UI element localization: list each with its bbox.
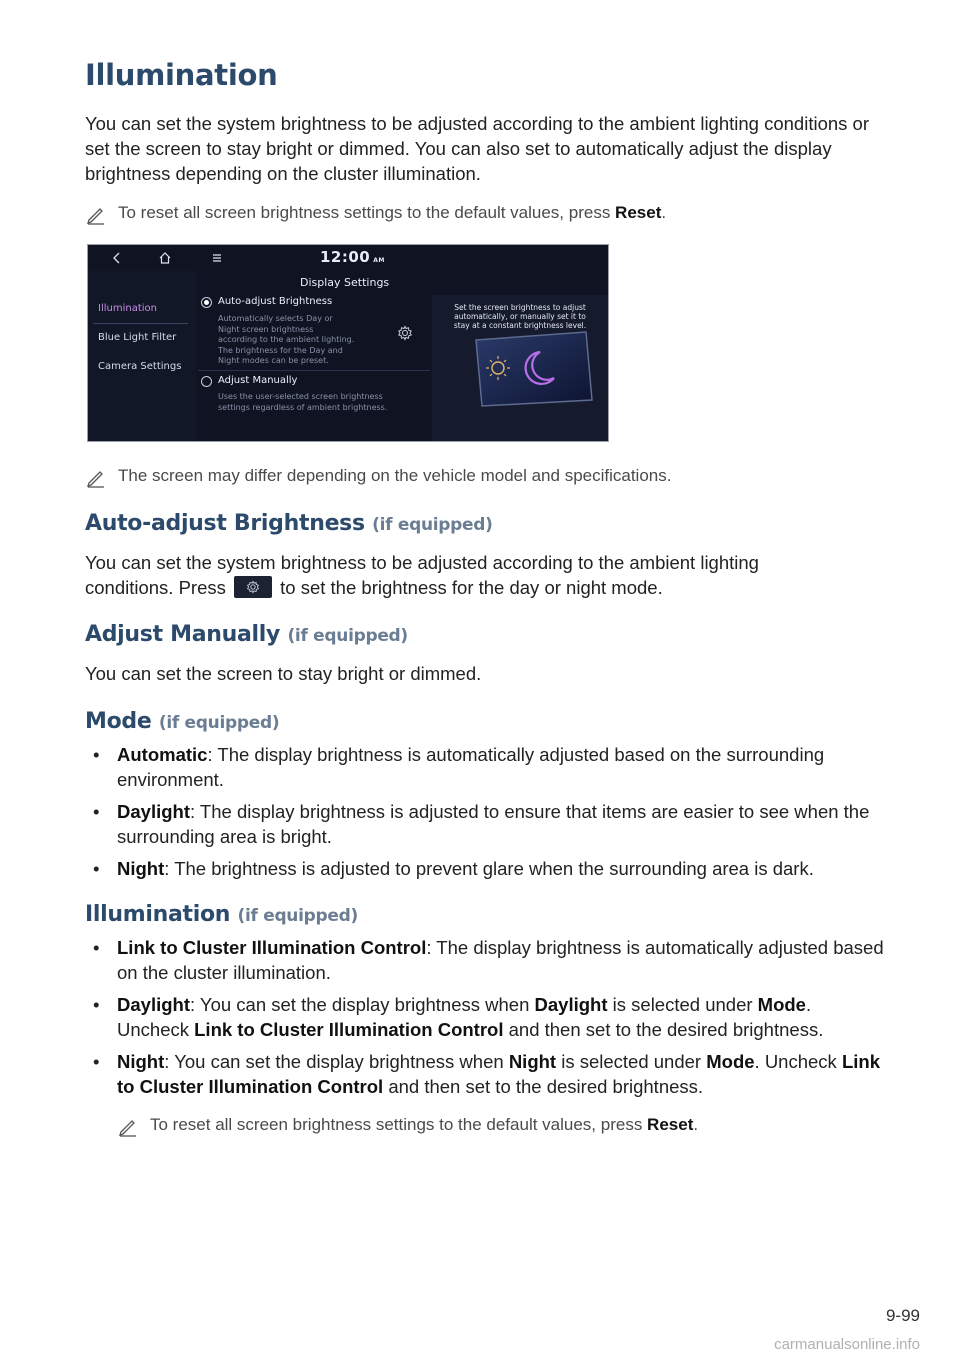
auto-adjust-heading: Auto-adjust Brightness (if equipped)	[85, 511, 493, 536]
display-settings-screenshot	[87, 244, 609, 442]
sidebar-item-camera-settings: Camera Settings	[98, 361, 182, 372]
display-settings-title: Display Settings	[300, 276, 390, 289]
note-end: .	[661, 203, 667, 222]
list-item: • Night: The brightness is adjusted to prevent glare when the surrounding area is dark.	[85, 856, 885, 881]
back-icon	[110, 251, 124, 265]
auto-adjust-radio	[201, 297, 212, 308]
intro-paragraph: You can set the system brightness to be adjusted according to the ambient lighting conditions or set the screen to stay bright or dimmed. You can also set to automatically adjust the display brightness depending on the cluster illumination.	[85, 113, 869, 184]
adjust-manually-paragraph: You can set the screen to stay bright or dimmed.	[85, 663, 482, 684]
note-text: To reset all screen brightness settings to the default values, press	[118, 203, 616, 222]
note-bold: Reset	[615, 203, 662, 222]
auto-adjust-desc: Automatically selects Day or Night screen brightness according to the ambient lighting. The brightness for the Day and Night modes can be preset.	[218, 314, 355, 365]
sidebar-item-illumination: Illumination	[98, 303, 157, 314]
adjust-manually-heading: Adjust Manually (if equipped)	[85, 622, 408, 647]
page-number: 9-99	[885, 1306, 920, 1325]
menu-icon	[210, 251, 224, 265]
mode-heading: Mode (if equipped)	[85, 709, 280, 734]
list-item: • Daylight: The display brightness is adjusted to ensure that items are easier to see when the surrounding area is bright.	[85, 799, 885, 849]
home-icon	[158, 251, 172, 265]
adjust-manually-desc: Uses the user-selected screen brightness settings regardless of ambient brightness.	[218, 392, 388, 412]
if-equipped-label: (if equipped)	[287, 626, 408, 646]
pencil-note-icon	[85, 466, 107, 488]
day-night-monitor-illustration	[468, 330, 598, 408]
mode-list	[85, 742, 885, 888]
list-item: • Automatic: The display brightness is automatically adjusted based on the surrounding environment.	[85, 742, 885, 792]
auto-adjust-paragraph: You can set the system brightness to be adjusted according to the ambient lighting conditions. Press to set the brightness for the day or night mode.	[85, 552, 759, 598]
pencil-note-icon	[117, 1115, 139, 1137]
watermark: carmanualsonline.info	[774, 1336, 920, 1353]
adjust-manually-label: Adjust Manually	[218, 375, 298, 386]
clock: 12:00 AM	[320, 248, 385, 266]
gear-icon	[397, 325, 413, 341]
adjust-manually-radio	[201, 376, 212, 387]
if-equipped-label: (if equipped)	[158, 713, 280, 733]
pencil-note-icon	[85, 203, 107, 225]
note-text: To reset all screen brightness settings to the default values, press	[150, 1115, 648, 1134]
note-reset-bottom	[117, 1114, 890, 1136]
list-item: • Link to Cluster Illumination Control: The display brightness is automatically adjusted based on the cluster illumination.	[85, 935, 885, 985]
sidebar-item-blue-light-filter: Blue Light Filter	[98, 332, 177, 343]
screen-topbar	[88, 245, 608, 271]
list-item: • Night: You can set the display brightness when Night is selected under Mode. Uncheck Link to Cluster Illumination Control and then set to the desired brightness.	[85, 1049, 885, 1099]
auto-adjust-label: Auto-adjust Brightness	[218, 296, 333, 307]
note-end: .	[693, 1115, 699, 1134]
if-equipped-label: (if equipped)	[372, 515, 493, 535]
illumination-list	[85, 935, 885, 1106]
note-screen-may-differ	[85, 465, 878, 487]
settings-gear-button-icon	[234, 576, 272, 598]
preview-caption: Set the screen brightness to adjust automatically, or manually set it to stay at a constant brightness level.	[453, 303, 587, 330]
list-item: • Daylight: You can set the display brightness when Daylight is selected under Mode. Uncheck Link to Cluster Illumination Control and then set to the desired brightness.	[85, 992, 885, 1042]
illumination-heading: Illumination (if equipped)	[85, 902, 358, 927]
option-divider	[198, 370, 430, 371]
note-reset	[85, 202, 878, 224]
page-title: Illumination	[85, 58, 278, 92]
note-bold: Reset	[647, 1115, 694, 1134]
note-text: The screen may differ depending on the vehicle model and specifications.	[118, 466, 672, 485]
if-equipped-label: (if equipped)	[237, 906, 358, 926]
